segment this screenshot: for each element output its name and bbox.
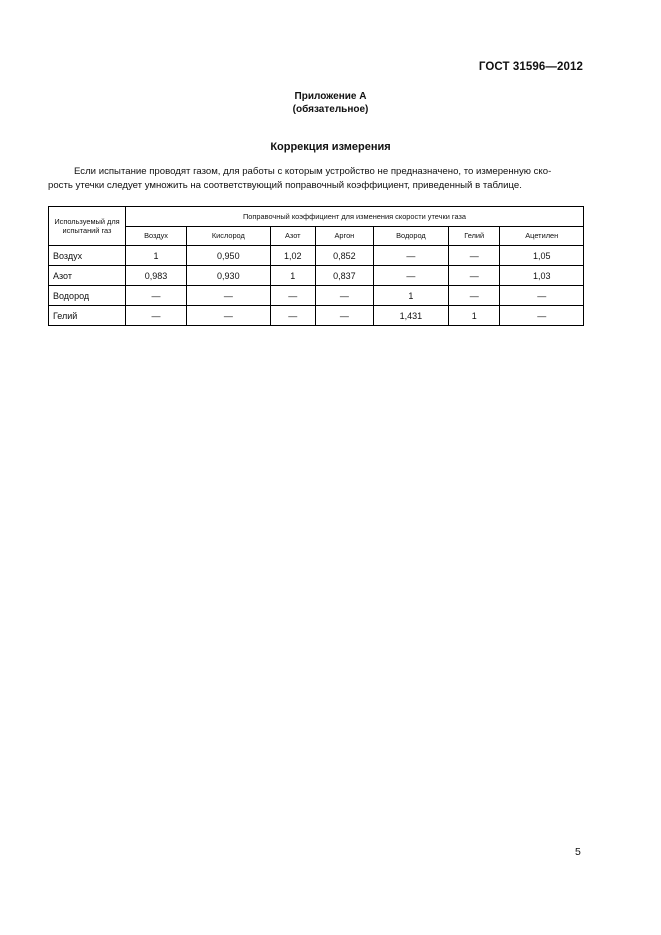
table-cell: — xyxy=(373,246,448,266)
column-header: Водород xyxy=(373,227,448,246)
table-cell: — xyxy=(187,306,270,326)
table-cell: 0,930 xyxy=(187,266,270,286)
table-cell: — xyxy=(449,266,500,286)
table-cell: — xyxy=(449,286,500,306)
table-cell: — xyxy=(500,286,584,306)
table-cell: 1,05 xyxy=(500,246,584,266)
appendix-heading xyxy=(0,90,661,116)
table-cell: 0,837 xyxy=(316,266,374,286)
table-cell: — xyxy=(126,286,187,306)
table-cell: — xyxy=(187,286,270,306)
column-header: Воздух xyxy=(126,227,187,246)
table-cell: 1 xyxy=(449,306,500,326)
table-cell: 1 xyxy=(126,246,187,266)
column-header: Кислород xyxy=(187,227,270,246)
page-number: 5 xyxy=(575,846,581,858)
correction-coefficient-table xyxy=(48,206,584,326)
table-cell: 0,852 xyxy=(316,246,374,266)
section-title: Коррекция измерения xyxy=(270,141,391,153)
appendix-title: Приложение А xyxy=(294,91,367,102)
table-cell: — xyxy=(500,306,584,326)
table-cell: 0,950 xyxy=(187,246,270,266)
table-cell: — xyxy=(316,306,374,326)
row-gas-label: Гелий xyxy=(49,306,126,326)
table-cell: 1,431 xyxy=(373,306,448,326)
table-cell: 1,03 xyxy=(500,266,584,286)
table-cell: — xyxy=(270,286,315,306)
column-header: Азот xyxy=(270,227,315,246)
column-header: Ацетилен xyxy=(500,227,584,246)
body-paragraph xyxy=(48,165,583,193)
table-row xyxy=(49,306,584,326)
appendix-status: (обязательное) xyxy=(292,104,369,115)
table-cell: — xyxy=(126,306,187,326)
table-cell: — xyxy=(373,266,448,286)
table-cell: — xyxy=(316,286,374,306)
table-cell: — xyxy=(270,306,315,326)
table-cell: 1,02 xyxy=(270,246,315,266)
column-header: Гелий xyxy=(449,227,500,246)
standard-number: ГОСТ 31596—2012 xyxy=(478,61,583,73)
row-gas-label: Азот xyxy=(49,266,126,286)
row-gas-label: Водород xyxy=(49,286,126,306)
table-row xyxy=(49,266,584,286)
table-cell: 1 xyxy=(270,266,315,286)
table-row xyxy=(49,246,584,266)
coefficient-group-header: Поправочный коэффициент для изменения скорости утечки газа xyxy=(126,207,584,227)
gas-column-header: Используемый для испытаний газ xyxy=(49,207,126,246)
table-cell: 1 xyxy=(373,286,448,306)
paragraph-line-2: рость утечки следует умножить на соответствующий поправочный коэффициент, приведенный в таблице. xyxy=(48,180,522,191)
column-header: Аргон xyxy=(316,227,374,246)
row-gas-label: Воздух xyxy=(49,246,126,266)
table-cell: 0,983 xyxy=(126,266,187,286)
table-row xyxy=(49,286,584,306)
table-cell: — xyxy=(449,246,500,266)
paragraph-line-1: Если испытание проводят газом, для работы с которым устройство не предназначено, то измеренную ско- xyxy=(74,166,552,177)
